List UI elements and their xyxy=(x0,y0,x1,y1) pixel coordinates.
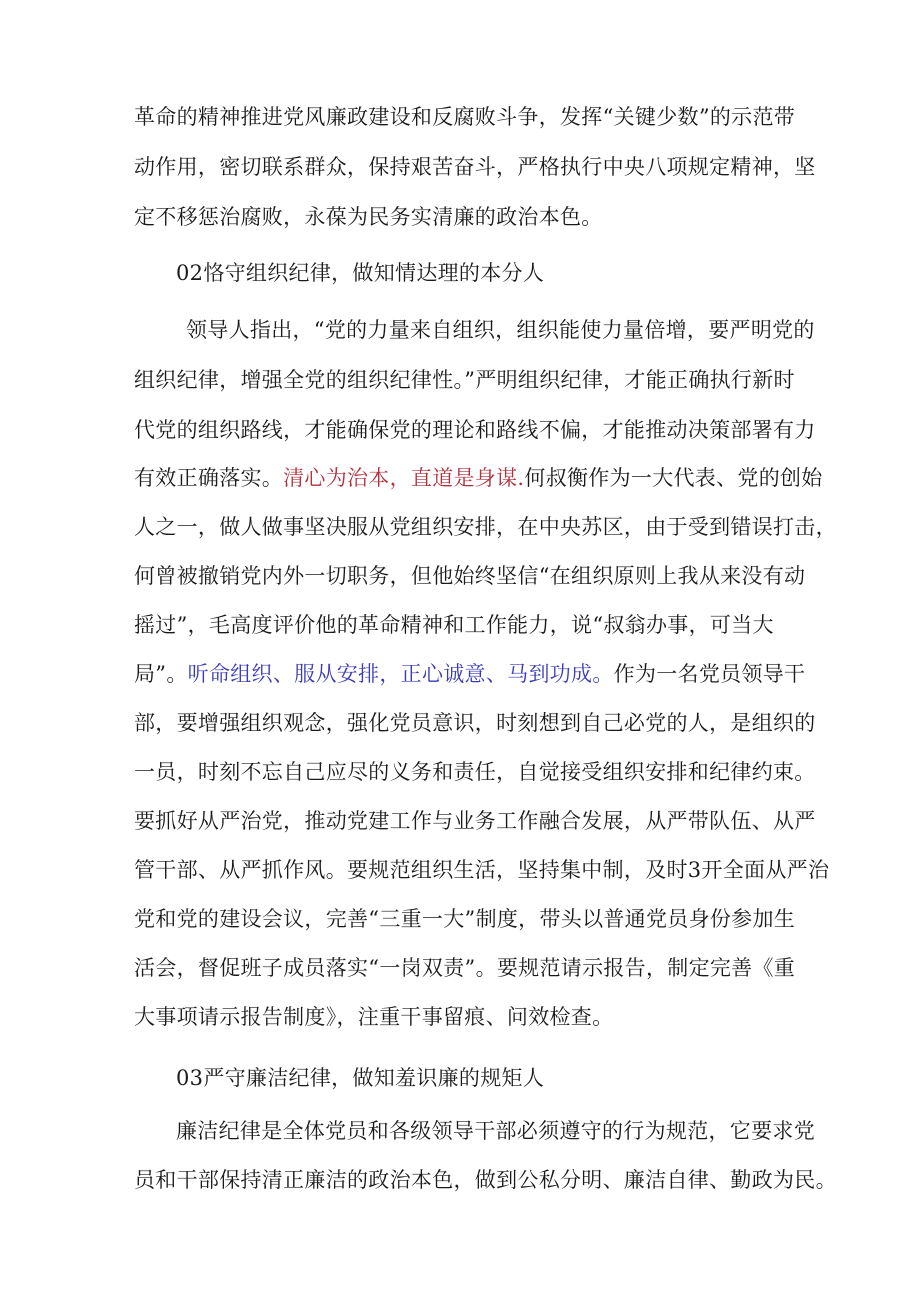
paragraph2-line8 xyxy=(134,659,805,689)
blue-highlight-quote: 听命组织、服从安排，正心诚意、马到功成。 xyxy=(187,662,614,686)
paragraph2-line13: 党和党的建设会议，完善“三重一大”制度，带头以普通党员身份参加生 xyxy=(134,907,796,931)
red-highlight-quote: 清心为治本，直道是身谋. xyxy=(283,466,525,490)
paragraph2-line3: 代党的组织路线，才能确保党的理论和路线不偏，才能推动决策部署有力 xyxy=(134,418,816,442)
paragraph2-line11: 要抓好从严治党，推动党建工作与业务工作融合发展，从严带队伍、从严 xyxy=(134,809,816,833)
paragraph2-line9: 部，要增强组织观念，强化党员意识，时刻想到自己必党的人，是组织的 xyxy=(134,711,816,735)
paragraph1-line3: 定不移惩治腐败，永葆为民务实清廉的政治本色。 xyxy=(134,205,603,229)
paragraph2-line7: 摇过”，毛高度评价他的革命精神和工作能力，说“叔翁办事，可当大 xyxy=(134,613,774,637)
paragraph2-line5: 人之一，做人做事坚决服从党组织安排，在中央苏区，由于受到错误打击， xyxy=(134,515,837,539)
text-run: 作为一名党员领导干 xyxy=(613,662,806,686)
paragraph2-line15: 大事项请示报告制度》，注重干事留痕、问效检查。 xyxy=(134,1005,614,1029)
paragraph2-line4 xyxy=(134,463,823,493)
paragraph2-line10: 一员，时刻不忘自己应尽的义务和责任，自觉接受组织安排和纪律约束。 xyxy=(134,760,816,784)
paragraph1-line2: 动作用，密切联系群众，保持艰苦奋斗，严格执行中央八项规定精神，坚 xyxy=(134,155,816,179)
paragraph2-line2: 组织纪律，增强全党的组织纪律性。”严明组织纪律，才能正确执行新时 xyxy=(134,368,795,392)
section-heading-02: 02恪守组织纪律，做知情达理的本分人 xyxy=(176,261,545,285)
paragraph2-line12: 管干部、从严抓作风。要规范组织生活，坚持集中制，及时3开全面从严治 xyxy=(134,858,830,882)
text-run: 局”。 xyxy=(134,662,188,686)
section-heading-03: 03严守廉洁纪律，做知羞识廉的规矩人 xyxy=(176,1066,545,1090)
paragraph2-line6: 何曾被撤销党内外一切职务，但他始终坚信“在组织原则上我从来没有动 xyxy=(134,564,806,588)
paragraph2-line1: 领导人指出，“党的力量来自组织，组织能使力量倍增，要严明党的 xyxy=(186,318,815,342)
paragraph1-line1: 革命的精神推进党风廉政建设和反腐败斗争，发挥“关键少数”的示范带 xyxy=(134,105,796,129)
paragraph2-line14: 活会，督促班子成员落实“一岗双责”。要规范请示报告，制定完善《重 xyxy=(134,956,796,980)
text-run: 有效正确落实。 xyxy=(134,466,284,490)
paragraph3-line2: 员和干部保持清正廉洁的政治本色，做到公私分明、廉洁自律、勤政为民。 xyxy=(134,1168,837,1192)
text-run: 何叔衡作为一大代表、党的创始 xyxy=(524,466,823,490)
paragraph3-line1: 廉洁纪律是全体党员和各级领导干部必须遵守的行为规范，它要求党 xyxy=(176,1119,815,1143)
